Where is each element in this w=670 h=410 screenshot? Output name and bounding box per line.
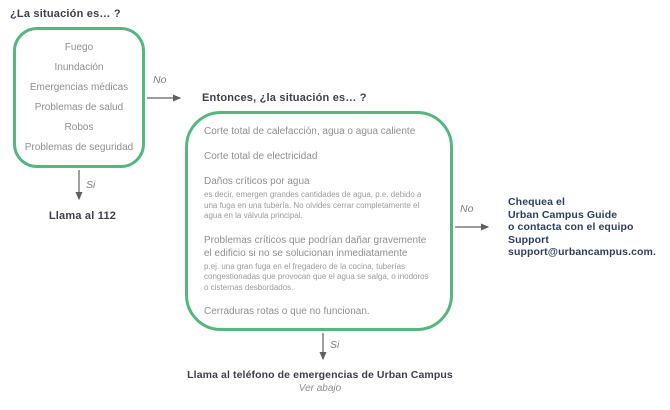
step2-option-danos-agua: Daños críticos por agua (204, 176, 310, 187)
step1-si-result: Llama al 112 (48, 210, 117, 222)
step2-option-cerraduras: Cerraduras rotas o que no funcionan. (204, 306, 370, 317)
no-result-line-1: Chequea el (508, 196, 566, 208)
step1-title: ¿La situación es… ? (10, 8, 121, 20)
step1-option-problemas-seguridad: Problemas de seguridad (24, 142, 134, 154)
no-result-email: support@urbancampus.com. (508, 246, 656, 259)
step2-si-label: Si (330, 339, 340, 351)
step1-option-inundacion: Inundación (54, 61, 104, 73)
step2-si-result-note: Ver abajo (298, 383, 342, 394)
step2-option-problemas-criticos-detail: p.ej. una gran fuga en el fregadero de la cocina, tuberías congestionadas que provocan que el agua se salga, o inodoros o cisternas desbordados. (204, 261, 429, 292)
step2-title: Entonces, ¿la situación es… ? (202, 92, 367, 104)
step2-option-corte-calefaccion: Corte total de calefacción, agua o agua caliente (204, 126, 416, 137)
step1-si-label: Si (86, 179, 96, 191)
no-result-line-2: Urban Campus Guide (508, 208, 618, 221)
step2-option-corte-electricidad: Corte total de electricidad (204, 151, 318, 162)
step2-option-danos-agua-detail: es decir, emergen grandes cantidades de agua, p.e. debido a una fuga en una tubería. No olvides cerrar completamente el agua en la válvula principal. (204, 190, 422, 220)
step2-options-box (185, 111, 453, 331)
no-branch-result (508, 196, 670, 259)
step2-option-problemas-criticos: Problemas críticos que podrían dañar gravemente el edificio si no se solucionan inmediatamente (204, 234, 427, 259)
step1-no-label: No (153, 74, 167, 86)
no-result-line-3: o contacta con el equipo (508, 221, 634, 234)
step1-option-robos: Robos (64, 122, 94, 134)
step2-si-result: Llama al teléfono de emergencias de Urban Campus (187, 369, 453, 381)
step2-no-label: No (460, 203, 474, 215)
step1-option-fuego: Fuego (64, 41, 94, 53)
no-result-line-4: Support (508, 233, 549, 246)
step1-option-emergencias-medicas: Emergencias médicas (29, 81, 129, 93)
step1-option-problemas-salud: Problemas de salud (34, 102, 124, 114)
step1-options-box (13, 27, 145, 168)
